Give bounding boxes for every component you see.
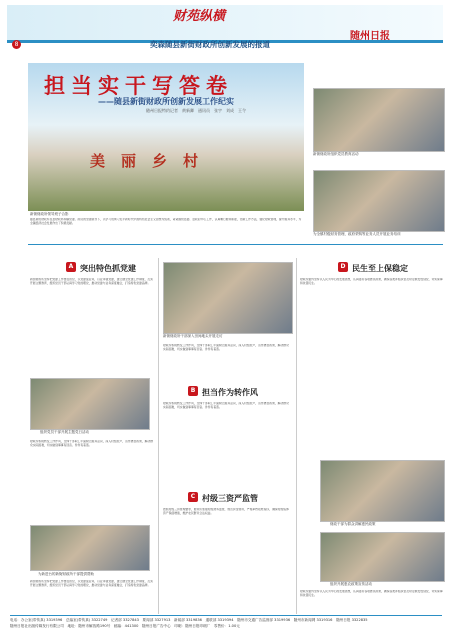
page-number: 8 — [12, 40, 21, 49]
masthead-subheading: 奕森随县新街财政所创新发展的报道 — [150, 40, 270, 49]
section-b-text: 财政所积极转变工作作风，全体干部职工牢固树立服务意识，深入村组农户，宣传惠农政策，解决群众实际困难，切实做到事事有回音、件件有着落。 — [163, 402, 289, 409]
column-rule-2 — [296, 258, 297, 614]
photo-field-visit — [163, 262, 293, 334]
hero-credit: 随州日报特约记者 黄新卿 通讯员 张宇 刘成 王令 — [146, 108, 246, 113]
caption-help: 为新进台的新街财政所干部提供帮助 — [38, 572, 94, 576]
photo-training — [313, 170, 445, 232]
section-a-text: 新街财政所坚持把党建工作摆在首位，以党建促业务，以业务强党建，建立健全党建工作制度，扎实开展主题教育，组织党员干部认真学习党的理论，推动党建与业务深度融合，打造特色党建品牌。 — [30, 278, 154, 285]
column-rule-1 — [158, 258, 159, 614]
caption-training: 为全镇村级财务管理、政府采购等业务人员开展业务培训 — [313, 232, 401, 236]
section-a-badge: A — [66, 262, 76, 272]
section-divider — [28, 244, 443, 245]
caption-party-day: 组织党员干部开展主题党日活动 — [40, 430, 89, 434]
section-d-title: 民生至上保稳定 — [352, 264, 408, 273]
caption-field-visit: 新街财政所干部深入田间地头开展走访 — [163, 334, 223, 338]
section-d-text-2: 财政所始终坚持以人民为中心的发展思想，认真落实各项惠民政策，确保各类补贴资金及时足额发放到位，切实保障和改善民生。 — [300, 590, 443, 597]
section-a-title: 突出特色抓党建 — [80, 264, 136, 273]
lead-text: 随县新街财政所在县财政局和镇党委、政府的坚强领导下，以学习贯彻习近平新时代中国特色社会主义思想为统领，紧紧围绕县委、县政府中心工作，认真履行财政职能，创新工作方法，强化财政管理，提升服务水平，为全镇经济社会发展作出了积极贡献。 — [30, 218, 302, 225]
section-d-text: 财政所始终坚持以人民为中心的发展思想，认真落实各项惠民政策，确保各类补贴资金及时足额发放到位，切实保障和改善民生。 — [300, 278, 443, 285]
photo-party-education — [313, 88, 445, 152]
section-a-text-3: 新街财政所坚持把党建工作摆在首位，以党建促业务，以业务强党建，建立健全党建工作制度，扎实开展主题教育，组织党员干部认真学习党的理论，推动党建与业务深度融合，打造特色党建品牌。 — [30, 580, 154, 587]
section-a-text-2: 财政所积极转变工作作风，全体干部职工牢固树立服务意识，深入村组农户，宣传惠农政策，解决群众实际困难，切实做到事事有回音、件件有着落。 — [30, 440, 154, 447]
footer — [10, 618, 442, 634]
photo-help — [30, 525, 150, 571]
middle-text-1: 财政所积极转变工作作风，全体干部职工牢固树立服务意识，深入村组农户，宣传惠农政策，解决群众实际困难，切实做到事事有回音、件件有着落。 — [163, 344, 289, 351]
section-d-badge: D — [338, 262, 348, 272]
newspaper-name: 随州日报 — [350, 31, 390, 42]
section-b-badge: B — [188, 386, 198, 396]
section-b-title: 担当作为转作风 — [202, 388, 258, 397]
footer-line-2: 随州日报社出版传媒发行有限公司 地址：随州市解放路190号 邮编：441300 随州日报广告中心 印刷：随州日报印刷厂 零售价：1.00元 — [10, 623, 240, 628]
village-sign: 美丽乡村 — [90, 152, 215, 170]
section-c-text: 按照村级三资管理要求，财政所加强村级财务监管，规范资金使用，严格审核报账程序，确保村级集体资产保值增值，维护农民群众合法权益。 — [163, 508, 289, 515]
caption-party-education: 新街财政所组织党员教育活动 — [313, 152, 359, 156]
column-title: 财苑纵横 — [173, 9, 226, 24]
hero-caption: 新街财政所领导班子合影 — [30, 212, 69, 216]
photo-promotion — [320, 532, 445, 582]
section-c-badge: C — [188, 492, 198, 502]
section-c-title: 村级三资严监管 — [202, 494, 258, 503]
hero-title: 担当实干写答卷 — [44, 73, 233, 98]
footer-rule — [10, 615, 442, 616]
photo-party-day — [30, 378, 150, 430]
caption-policy: 财政干部为群众讲解惠民政策 — [330, 522, 376, 526]
footer-line-1: 电话：办公室(带传真) 3319396 总编室(带传真) 3322749 记者部 3327843 要闻部 3327913 新闻部 3319836 通联部 3319394 随州市交通广告监督部 3319936 随州市新闻网 3319316 随州日报 3322835 — [10, 618, 368, 622]
photo-policy — [320, 460, 445, 522]
hero-subtitle: ——随县新街财政所创新发展工作纪实 — [98, 97, 234, 106]
caption-promotion: 组织开展惠农政策宣传活动 — [330, 582, 372, 586]
